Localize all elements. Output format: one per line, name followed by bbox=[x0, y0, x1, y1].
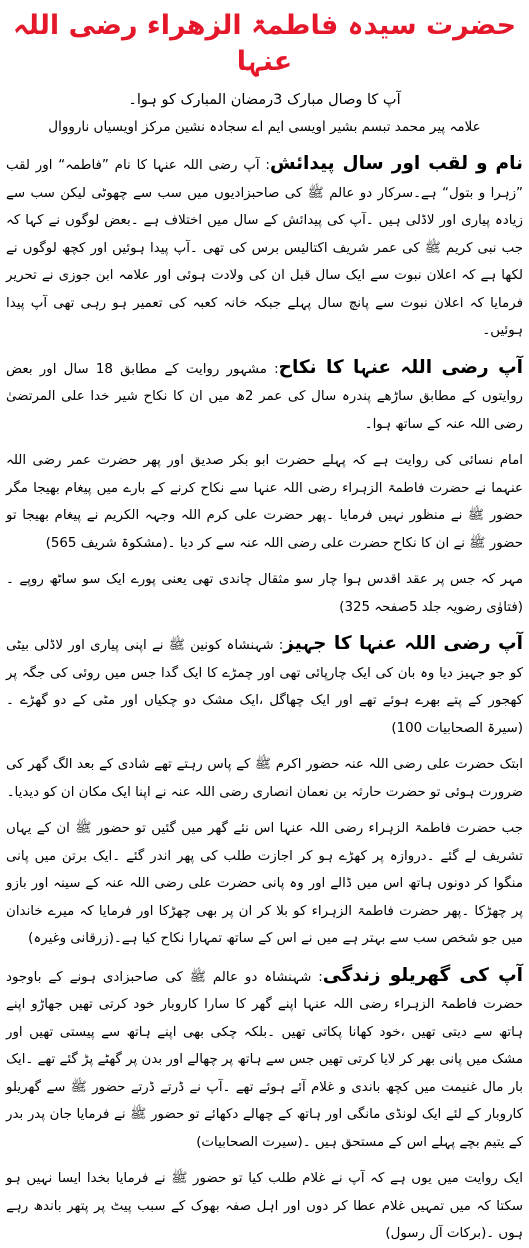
paragraph-text: : آپ رضی اللہ عنہا کا نام ”فاطمہ“ اور لقب ”زہرا و بتول“ ہے۔سرکار دو عالم ﷺ کی صاحبزادیوں میں سب سے چھوٹی لیکن سب سے زیادہ پیاری اور لاڈلی ہیں ۔آپ کی پیدائش کے سال میں اختلاف ہے ۔بعض لوگوں نے کہا کہ جب نبی کریم ﷺ کی عمر شریف اکتالیس برس کی تھی ۔آپ پیدا ہوئیں اور کچھ لوگوں نے لکھا ہے کہ اعلان نبوت سے ایک سال قبل ان کی ولادت ہوئی اور علامہ ابن جوزی نے تحریر فرمایا کہ اعلان نبوت سے پانچ سال پہلے جبکہ خانہ کعبہ کی تعمیر ہو رہی تھی آپ پیدا ہوئیں۔ bbox=[6, 158, 523, 338]
paragraph-text: مہر کہ جس پر عقد اقدس ہوا چار سو مثقال چاندی تھی یعنی پورے ایک سو ساٹھ روپے ۔(فتاوٰی رضویہ جلد 5صفحہ 325) bbox=[6, 572, 523, 615]
paragraph bbox=[6, 354, 523, 439]
paragraph bbox=[6, 150, 523, 345]
paragraph-text: امام نسائی کی روایت ہے کہ پہلے حضرت ابو بکر صدیق اور پھر حضرت عمر رضی اللہ عنہما نے حضرت فاطمۃ الزہراء رضی اللہ عنہا سے نکاح کرنے کے بارے میں پیغام بھیجا مگر حضور ﷺ نے منظور نہیں فرمایا ۔پھر حضرت علی کرم اللہ وجہہ الکریم نے پیغام بھیجا تو حضور ﷺ نے ان کا نکاح حضرت علی رضی اللہ عنہ سے کر دیا ۔(مشکوۃ شریف 565) bbox=[6, 453, 523, 551]
section-heading: آپ رضی اللہ عنہا کا نکاح bbox=[278, 356, 524, 378]
paragraph-text: ابتک حضرت علی رضی اللہ عنہ حضور اکرم ﷺ کے پاس رہتے تھے شادی کے بعد الگ گھر کی ضرورت ہوئی تو حضرت حارثہ بن نعمان انصاری رضی اللہ عنہ نے اپنا ایک مکان ان کو دیدیا۔ bbox=[6, 757, 523, 800]
paragraph-text: : مشہور روایت کے مطابق 18 سال اور بعض روایتوں کے مطابق ساڑھے پندرہ سال کی عمر 2ھ میں ان کا نکاح شیر خدا علی المرتضیٰ رضی اللہ عنہ کے ساتھ ہوا۔ bbox=[6, 361, 523, 432]
paragraph-text: جب حضرت فاطمۃ الزہراء رضی اللہ عنہا اس نئے گھر میں گئیں تو حضور ﷺ ان کے یہاں تشریف لے گئے ۔دروازہ پر کھڑے ہو کر اجازت طلب کی پھر اندر گئے ۔ایک برتن میں پانی منگوا کر دونوں ہاتھ اس میں ڈالے اور وہ پانی حضرت علی رضی اللہ عنہ کے سینہ اور بازو پر چھڑکا ۔پھر حضرت فاطمۃ الزہراء کو بلا کر ان پر بھی چھڑکا اور فرمایا کہ میرے خاندان میں جو شخص سب سے بہتر ہے میں نے اس کے ساتھ تمہارا نکاح کیا ہے۔(زرقانی وغیرہ) bbox=[6, 821, 523, 946]
section-heading: نام و لقب اور سال پیدائش bbox=[269, 153, 523, 174]
paragraph bbox=[6, 962, 523, 1157]
section-heading: آپ رضی اللہ عنہا کا جہیز bbox=[283, 633, 523, 654]
article-body bbox=[6, 150, 523, 1248]
paragraph bbox=[6, 815, 523, 953]
paragraph-text: ایک روایت میں یوں ہے کہ آپ نے غلام طلب کیا تو حضور ﷺ نے فرمایا بخدا ایسا نہیں ہو سکتا کہ میں تمہیں غلام عطا کر دوں اور اہل صفہ بھوک کے سبب پیٹ پر پتھر باندھ رہے ہوں ۔(برکات آل رسول) bbox=[6, 1171, 523, 1241]
page-subtitle: آپ کا وصال مبارک 3رمضان المبارک کو ہوا۔ bbox=[128, 92, 401, 108]
page-title: حضرت سیدہ فاطمۃ الزھراء رضی اللہ عنہا bbox=[12, 10, 517, 77]
paragraph bbox=[6, 447, 523, 557]
paragraph-text: : شہنشاہ کونین ﷺ نے اپنی پیاری اور لاڈلی بیٹی کو جو جہیز دیا وہ بان کی ایک چارپائی تھی اور چمڑے کا ایک گدا جس میں روئی کی جگہ پر کھجور کے پتے بھرے ہوئے تھے اور ایک چھاگل ،ایک مشک دو چکیاں اور مٹی کے دو گھڑے ۔(سیرۃ الصحابیات 100) bbox=[6, 638, 523, 736]
paragraph bbox=[6, 1165, 523, 1248]
paragraph-text: : شہنشاہ دو عالم ﷺ کی صاحبزادی ہونے کے باوجود حضرت فاطمۃ الزہراء رضی اللہ عنہا اپنے گھر کا سارا کاروبار خود کرتی تھیں جھاڑو اپنے ہاتھ سے دیتی تھیں ،خود کھانا پکاتی تھیں ۔بلکہ چکی بھی اپنے ہاتھ سے پیستی تھیں اور مشک میں پانی بھر کر لایا کرتی تھیں جس سے ہاتھ پر چھالے اور بدن پر گھٹے پڑ گئے تھے ۔ایک بار مال غنیمت میں کچھ باندی و غلام آئے ہوئے تھے ۔آپ نے ڈرتے ڈرتے حضور ﷺ سے گھریلو کاروبار کے لئے ایک لونڈی مانگی اور ہاتھ کے چھالے دکھائے تو حضور ﷺ نے فرمایا جان پدر بدر کے یتیم بچے پہلے اس کے مستحق ہیں ۔(سیرت الصحابیات) bbox=[6, 969, 523, 1150]
paragraph bbox=[6, 751, 523, 806]
author-line: علامہ پیر محمد تبسم بشیر اویسی ایم اے سجادہ نشین مرکز اویسیاں نارووال bbox=[48, 119, 481, 135]
paragraph bbox=[6, 566, 523, 621]
paragraph bbox=[6, 630, 523, 742]
section-heading: آپ کی گھریلو زندگی bbox=[322, 964, 523, 986]
